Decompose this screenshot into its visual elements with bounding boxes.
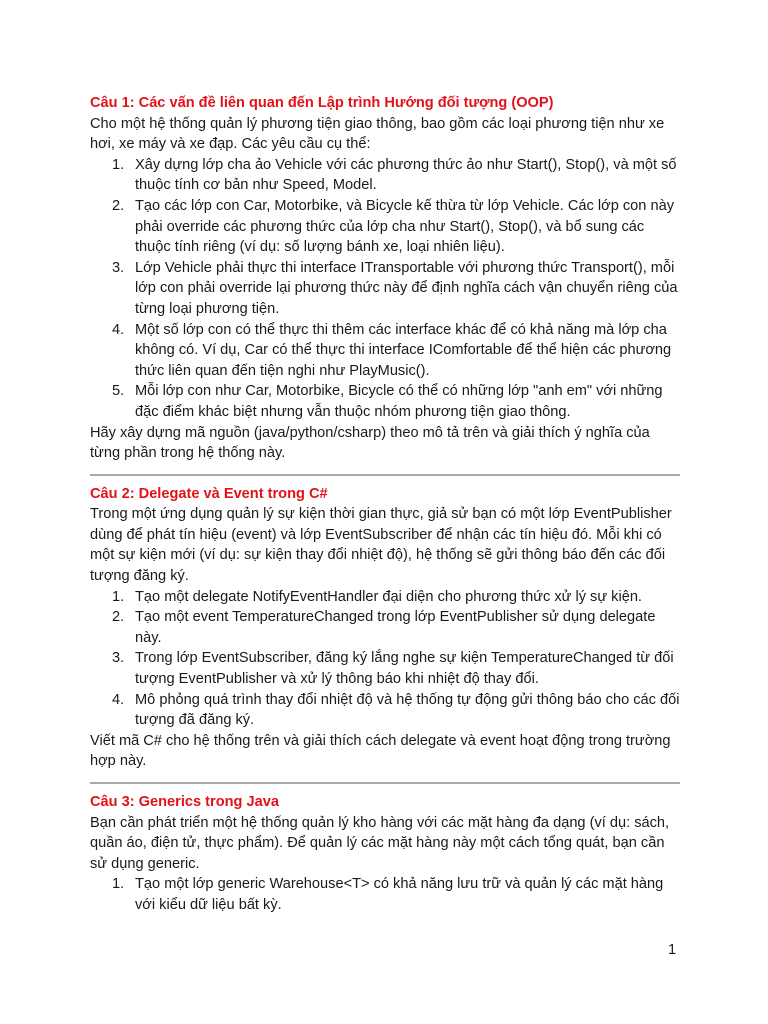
list-item-text: Tạo một lớp generic Warehouse<T> có khả năng lưu trữ và quản lý các mặt hàng với kiểu dữ liệu bất kỳ.	[135, 876, 664, 913]
list-item-text: Tạo một delegate NotifyEventHandler đại diện cho phương thức xử lý sự kiện.	[135, 588, 642, 605]
list-item	[90, 155, 680, 196]
question-3-list	[90, 874, 680, 915]
question-3-intro: Bạn cần phát triển một hệ thống quản lý kho hàng với các mặt hàng đa dạng (ví dụ: sách, quần áo, điện tử, thực phẩm). Để quản lý các mặt hàng này một cách tổng quát, bạn cần sử dụng generic.	[90, 814, 670, 872]
question-1-intro: Cho một hệ thống quản lý phương tiện giao thông, bao gồm các loại phương tiện như xe hơi, xe máy và xe đạp. Các yêu cầu cụ thể:	[90, 115, 665, 153]
question-2-outro: Viết mã C# cho hệ thống trên và giải thích cách delegate và event hoạt động trong trường hợp này.	[90, 732, 671, 770]
list-number: 1.	[112, 876, 125, 893]
question-1-title: Câu 1: Các vấn đề liên quan đến Lập trình Hướng đối tượng (OOP)	[90, 95, 554, 111]
list-number: 1.	[112, 588, 125, 605]
list-item-text: Mỗi lớp con như Car, Motorbike, Bicycle có thể có những lớp "anh em" với những đặc điểm khác biệt nhưng vẫn thuộc nhóm phương tiện giao thông.	[135, 383, 663, 420]
question-1-list	[90, 155, 680, 423]
question-3-title: Câu 3: Generics trong Java	[90, 794, 279, 810]
list-item-text: Trong lớp EventSubscriber, đăng ký lắng nghe sự kiện TemperatureChanged từ đối tượng EventPublisher và xử lý thông báo khi nhiệt độ thay đổi.	[135, 650, 674, 688]
list-item	[90, 258, 680, 320]
list-number: 5.	[112, 383, 125, 400]
list-number: 4.	[112, 691, 125, 708]
question-2-list	[90, 587, 680, 731]
list-item-text: Mô phỏng quá trình thay đổi nhiệt độ và hệ thống tự động gửi thông báo cho các đối tượng đã đăng ký.	[135, 691, 680, 729]
list-item	[90, 320, 680, 382]
list-number: 2.	[112, 197, 125, 214]
question-1-outro: Hãy xây dựng mã nguồn (java/python/csharp) theo mô tả trên và giải thích ý nghĩa của từng phần trong hệ thống này.	[90, 424, 650, 462]
list-number: 3.	[112, 650, 125, 667]
question-2-intro: Trong một ứng dụng quản lý sự kiện thời gian thực, giả sử bạn có một lớp EventPublisher dùng để phát tín hiệu (event) và lớp EventSubscriber để nhận các tín hiệu đó. Mỗi khi có một sự kiện mới (ví dụ: sự kiện thay đổi nhiệt độ), hệ thống sẽ gửi thông báo đến các đối tượng đăng ký.	[90, 506, 672, 585]
list-item-text: Xây dựng lớp cha ảo Vehicle với các phương thức ảo như Start(), Stop(), và một số thuộc tính cơ bản như Speed, Model.	[135, 156, 677, 194]
list-number: 2.	[112, 609, 125, 626]
document-content	[90, 93, 680, 916]
list-item-text: Một số lớp con có thể thực thi thêm các interface khác để có khả năng mà lớp cha không có. Ví dụ, Car có thể thực thi interface IComfortable để thể hiện các phương thức liên quan đến tiện nghi như PlayMusic().	[135, 321, 672, 379]
question-3	[90, 792, 680, 916]
list-item	[90, 381, 680, 422]
list-item-text: Tạo một event TemperatureChanged trong lớp EventPublisher sử dụng delegate này.	[135, 609, 656, 646]
list-number: 3.	[112, 259, 125, 276]
list-item	[90, 196, 680, 258]
list-number: 1.	[112, 156, 125, 173]
list-item	[90, 607, 680, 648]
section-divider	[90, 474, 680, 476]
question-1	[90, 93, 680, 464]
list-item	[90, 874, 680, 915]
list-item-text: Lớp Vehicle phải thực thi interface ITransportable với phương thức Transport(), mỗi lớp con phải override lại phương thức này để định nghĩa cách vận chuyển riêng của từng loại phương tiện.	[135, 259, 678, 317]
section-divider	[90, 782, 680, 784]
page-number: 1	[668, 942, 677, 958]
list-item-text: Tạo các lớp con Car, Motorbike, và Bicycle kế thừa từ lớp Vehicle. Các lớp con này phải override các phương thức của lớp cha như Start(), Stop(), và bổ sung các thuộc tính riêng (ví dụ: số lượng bánh xe, loại nhiên liệu).	[135, 197, 674, 256]
list-item	[90, 690, 680, 731]
list-item	[90, 587, 680, 608]
list-number: 4.	[112, 321, 125, 338]
list-item	[90, 648, 680, 689]
question-2-title: Câu 2: Delegate và Event trong C#	[90, 485, 328, 502]
question-2	[90, 484, 680, 772]
